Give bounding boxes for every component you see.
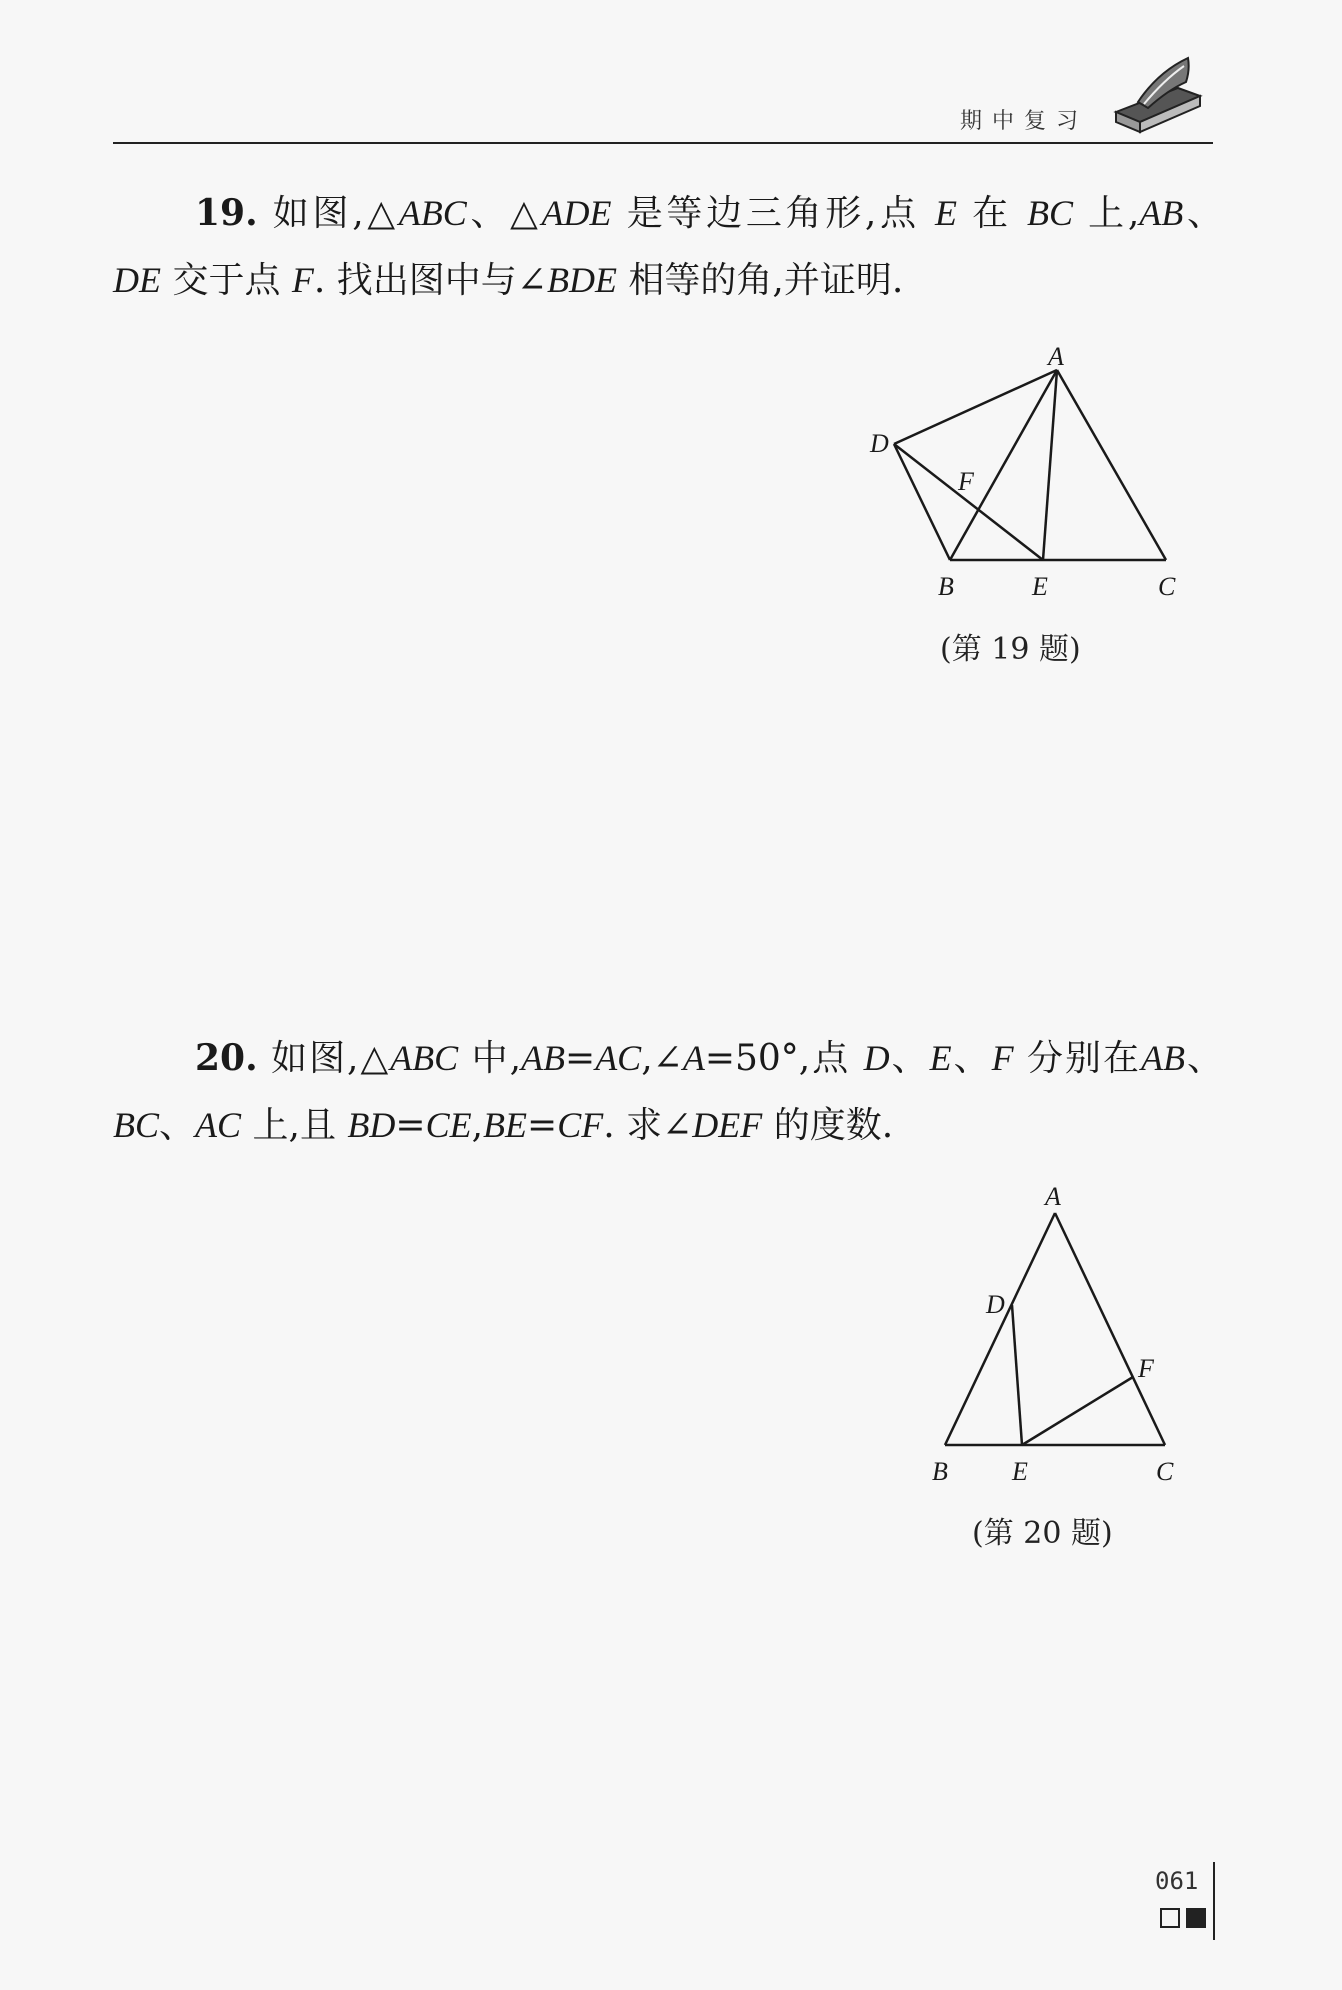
math: BE (483, 1105, 528, 1145)
problem-19 (113, 180, 1223, 314)
filled-square-icon (1186, 1908, 1206, 1928)
text: =50°,点 (704, 1038, 851, 1079)
math: AB (1139, 193, 1184, 233)
text: , (471, 1105, 484, 1146)
math: △ABC (358, 1038, 459, 1078)
segment-de (894, 444, 1043, 560)
text: 分别在 (1027, 1038, 1142, 1079)
text: 、 (889, 1038, 930, 1079)
segment-ef (1022, 1377, 1133, 1445)
segment-db (894, 444, 950, 560)
label-e: E (1012, 1457, 1028, 1486)
text: 、 (1183, 193, 1223, 234)
segment-ad (894, 370, 1057, 444)
text: , (641, 1038, 653, 1079)
math: BC (1026, 193, 1073, 233)
math: BC (113, 1105, 160, 1145)
problem-number: 20. (195, 1037, 258, 1079)
problem-number: 19. (195, 192, 258, 234)
text: = (527, 1105, 558, 1146)
label-c: C (1156, 1457, 1174, 1486)
text: 是等边三角形,点 (626, 193, 920, 234)
math: ∠BDE (516, 260, 617, 300)
problem-20 (113, 1025, 1223, 1159)
label-b: B (938, 572, 954, 600)
math: E (929, 1038, 952, 1078)
segment-ac (1055, 1213, 1165, 1445)
text: 、 (1185, 1038, 1223, 1079)
text: 上, (1088, 193, 1140, 234)
text: 、 (466, 193, 511, 234)
text: 的度数. (773, 1105, 894, 1146)
text: 在 (972, 193, 1012, 234)
segment-ab (950, 370, 1057, 560)
math: AC (195, 1105, 242, 1145)
text: 中, (471, 1038, 522, 1079)
text: = (565, 1038, 596, 1079)
text: 相等的角,并证明. (628, 260, 904, 301)
figure-19 (840, 340, 1180, 600)
page-number: 061 (1155, 1867, 1199, 1895)
text: 交于点 (172, 260, 281, 301)
label-b: B (932, 1457, 948, 1486)
section-title: 期中复习 (960, 109, 1089, 134)
label-a: A (1045, 1182, 1061, 1211)
math: CE (425, 1105, 472, 1145)
math: AB (521, 1038, 566, 1078)
math: DE (113, 260, 161, 300)
math: △ADE (510, 193, 612, 233)
math: F (991, 1038, 1014, 1078)
math: ∠DEF (662, 1105, 763, 1145)
text: = (395, 1105, 426, 1146)
figure-20-caption: (第 20 题) (972, 1516, 1113, 1551)
math: AB (1141, 1038, 1185, 1078)
math: ∠A (652, 1038, 705, 1078)
figure-19-caption: (第 19 题) (940, 632, 1081, 667)
segment-ac (1057, 370, 1166, 560)
text: . 找出图中与 (313, 260, 517, 301)
book-icon (1108, 52, 1208, 140)
segment-de (1012, 1305, 1022, 1445)
text: 、 (159, 1105, 196, 1146)
header-rule (113, 142, 1213, 144)
segment-ab (945, 1213, 1055, 1445)
text: . 求 (603, 1105, 663, 1146)
label-f: F (958, 467, 974, 496)
math: D (863, 1038, 890, 1078)
page-number-rule (1213, 1862, 1215, 1940)
text: 、 (951, 1038, 992, 1079)
label-d: D (870, 429, 889, 458)
label-e: E (1032, 572, 1048, 600)
text: 如图, (272, 193, 364, 234)
label-c: C (1158, 572, 1176, 600)
label-a: A (1048, 342, 1064, 371)
open-square-icon (1160, 1908, 1180, 1928)
math: AC (595, 1038, 642, 1078)
math: △ABC (363, 193, 467, 233)
math: E (934, 193, 957, 233)
segment-ae (1043, 370, 1057, 560)
text: 如图, (271, 1038, 359, 1079)
math: F (291, 260, 314, 300)
math: BD (347, 1105, 396, 1145)
label-f: F (1138, 1354, 1154, 1383)
label-d: D (986, 1290, 1005, 1319)
text: 上,且 (252, 1105, 336, 1146)
math: CF (557, 1105, 604, 1145)
figure-20 (920, 1180, 1180, 1490)
